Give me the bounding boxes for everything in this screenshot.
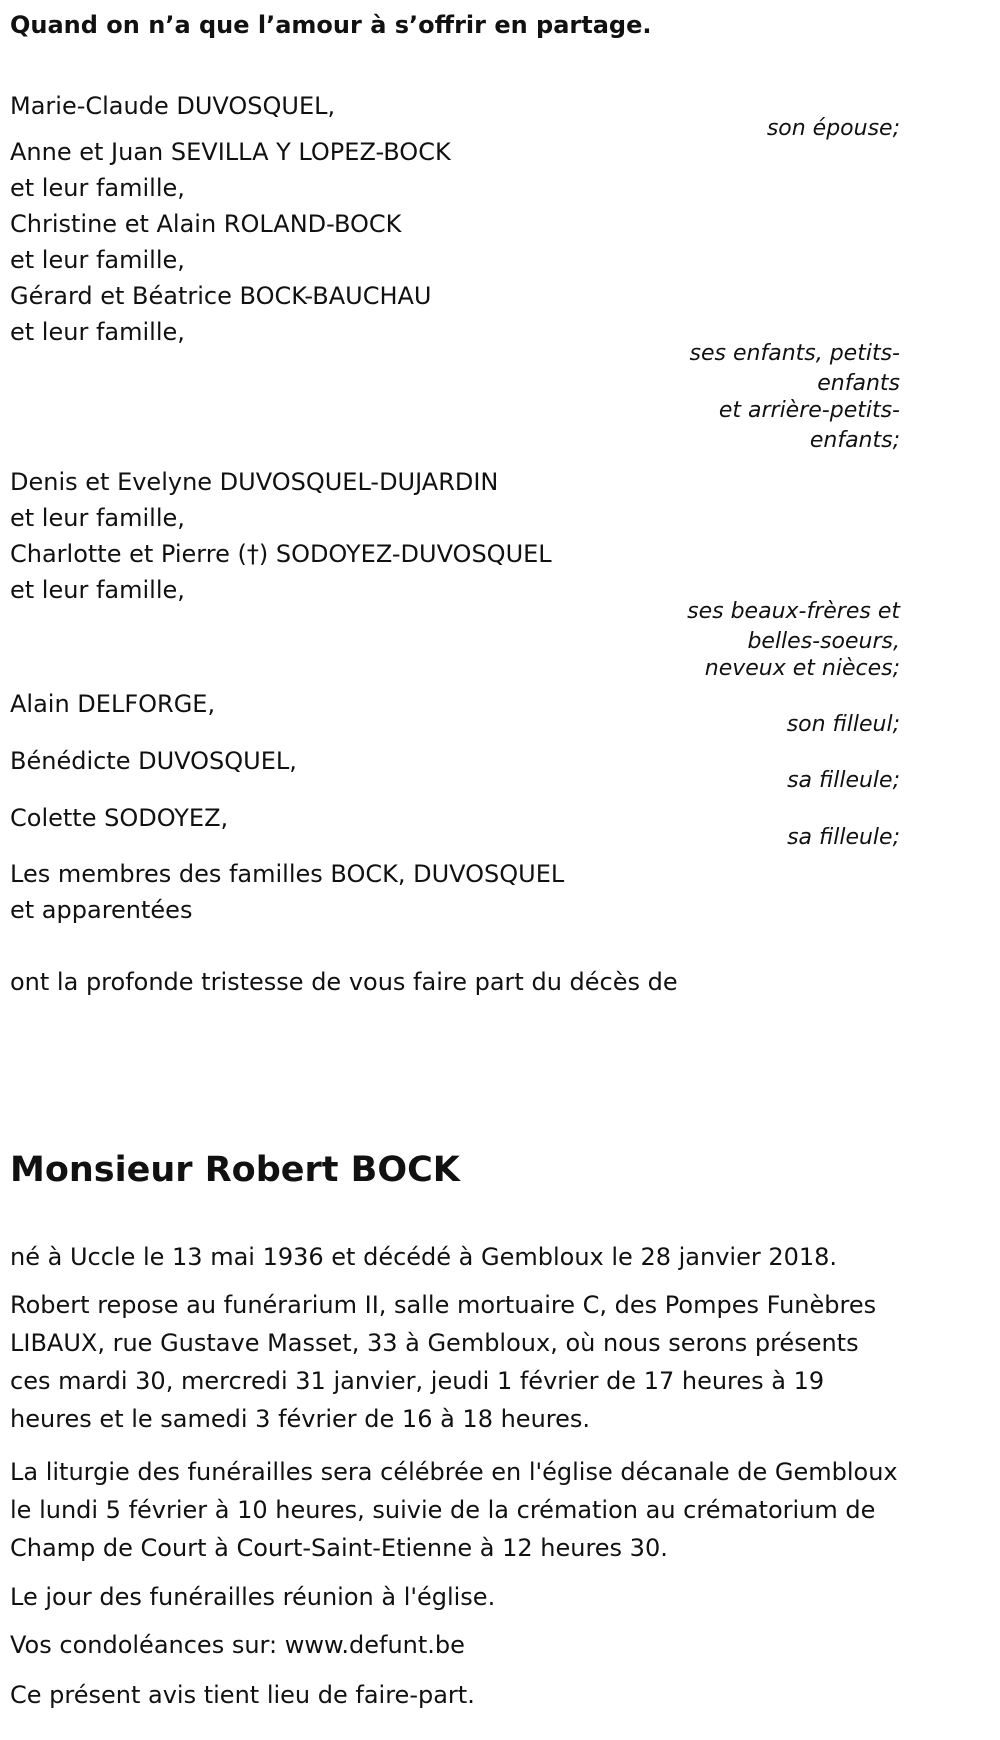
relation-text: sa filleule; xyxy=(787,768,900,793)
liturgy-paragraph: La liturgie des funérailles sera célébrée en l'église décanale de Gembloux le lundi 5 février à 10 heures, suivie de la crémation au crématorium de Champ de Court à Court-Saint-Etienne à 12 heures 30. xyxy=(10,1458,898,1562)
family-line: et leur famille, xyxy=(10,246,185,274)
funerarium-paragraph: Robert repose au funérarium II, salle mortuaire C, des Pompes Funèbres LIBAUX, rue Gustave Masset, 33 à Gembloux, où nous serons présents ces mardi 30, mercredi 31 janvier, jeudi 1 février de 17 heures à 19 heures et le samedi 3 février de 16 à 18 heures. xyxy=(10,1291,877,1433)
deceased-name: Monsieur Robert BOCK xyxy=(10,1150,460,1190)
family-line: Charlotte et Pierre (†) SODOYEZ-DUVOSQUEL xyxy=(10,540,552,568)
family-line: et leur famille, xyxy=(10,504,185,532)
family-line: Bénédicte DUVOSQUEL, xyxy=(10,747,297,775)
family-line: Anne et Juan SEVILLA Y LOPEZ-BOCK xyxy=(10,138,451,166)
family-line: et leur famille, xyxy=(10,174,185,202)
notice-paragraph: Ce présent avis tient lieu de faire-part. xyxy=(10,1681,475,1709)
family-line: Denis et Evelyne DUVOSQUEL-DUJARDIN xyxy=(10,468,499,496)
family-line: Colette SODOYEZ, xyxy=(10,804,229,832)
relation-text: son épouse; xyxy=(766,116,900,141)
family-line: Christine et Alain ROLAND-BOCK xyxy=(10,210,402,238)
family-line: Alain DELFORGE, xyxy=(10,690,216,718)
family-line: Marie-Claude DUVOSQUEL, xyxy=(10,92,336,120)
meeting-paragraph: Le jour des funérailles réunion à l'église. xyxy=(10,1583,496,1611)
family-line: et leur famille, xyxy=(10,576,185,604)
birth-death-paragraph: né à Uccle le 13 mai 1936 et décédé à Gembloux le 28 janvier 2018. xyxy=(10,1243,838,1271)
relation-text: son filleul; xyxy=(786,712,900,737)
family-line: Les membres des familles BOCK, DUVOSQUEL xyxy=(10,860,565,888)
epigraph: Quand on n’a que l’amour à s’offrir en partage. xyxy=(10,11,652,39)
relation-text: et arrière-petits-enfants; xyxy=(718,398,900,453)
family-line: et leur famille, xyxy=(10,318,185,346)
relation-text: sa filleule; xyxy=(787,825,900,850)
family-line: Gérard et Béatrice BOCK-BAUCHAU xyxy=(10,282,432,310)
family-line: et apparentées xyxy=(10,896,193,924)
relation-text: ses beaux-frères et belles-soeurs, xyxy=(687,599,900,654)
condolences-paragraph: Vos condoléances sur: www.defunt.be xyxy=(10,1631,465,1659)
relation-text: ses enfants, petits-enfants xyxy=(689,341,900,396)
relation-text: neveux et nièces; xyxy=(704,656,900,681)
announcement: ont la profonde tristesse de vous faire part du décès de xyxy=(10,968,678,996)
